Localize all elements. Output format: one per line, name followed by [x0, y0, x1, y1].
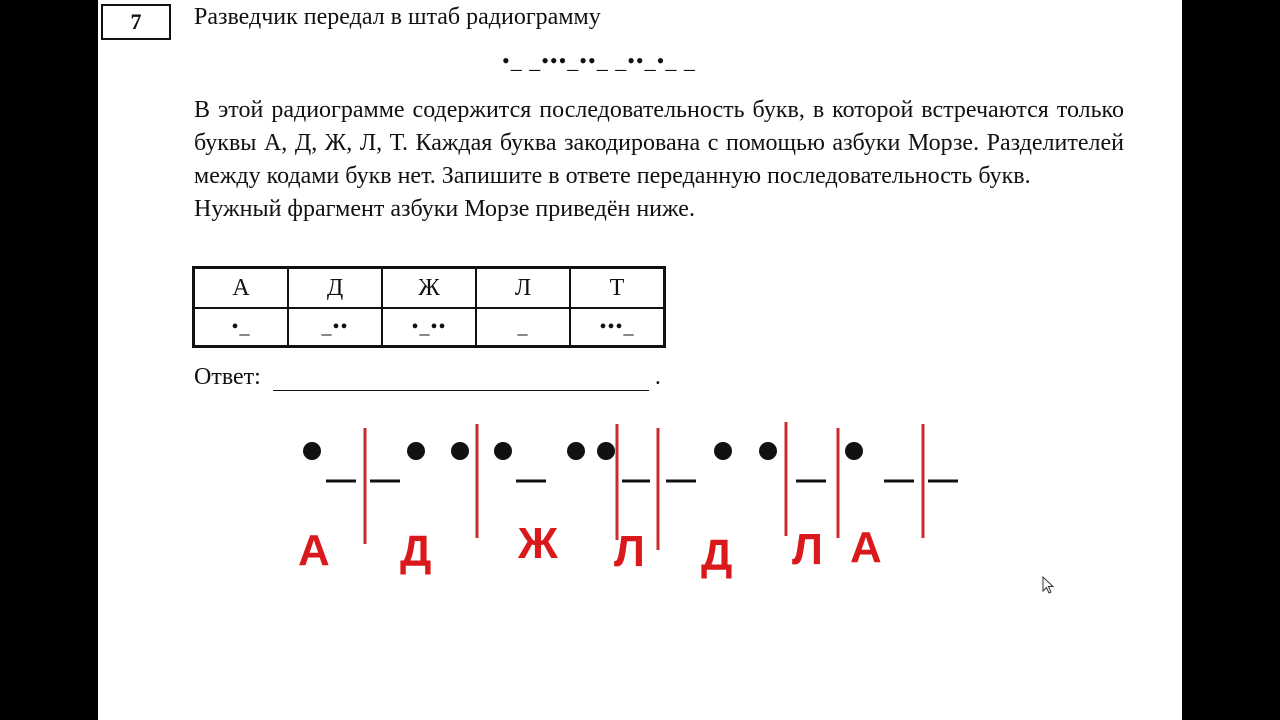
worksheet-page — [98, 0, 1182, 720]
morse-dot — [714, 442, 732, 460]
table-code: _ — [476, 308, 570, 347]
answer-period: . — [654, 364, 661, 390]
table-code: •••_ — [570, 308, 665, 347]
task-title: Разведчик передал в штаб радиограмму — [194, 4, 601, 30]
morse-dot — [759, 442, 777, 460]
morse-dot — [303, 442, 321, 460]
mouse-cursor-icon — [1042, 576, 1056, 596]
table-code: •_•• — [382, 308, 476, 347]
morse-dot — [451, 442, 469, 460]
table-letter: А — [194, 268, 289, 309]
task-paragraph: В этой радиограмме содержится последовательность букв, в которой встречаются только буквы А, Д, Ж, Л, Т. Каждая буква закодирована с помощью азбуки Морзе. Разделителей между кодами букв нет. Запишите в ответе переданную последовательность букв. — [194, 97, 1124, 189]
decoded-letter: Д — [701, 531, 733, 580]
table-letter: Д — [288, 268, 382, 309]
decoded-letter: Ж — [518, 519, 558, 568]
morse-dot — [567, 442, 585, 460]
table-letter: Л — [476, 268, 570, 309]
decoded-letter: Д — [400, 527, 432, 576]
table-letter: Ж — [382, 268, 476, 309]
morse-decoding-annotation — [98, 0, 1182, 720]
morse-dot — [494, 442, 512, 460]
decoded-letter: А — [850, 523, 882, 572]
morse-dot — [845, 442, 863, 460]
morse-dot — [407, 442, 425, 460]
answer-label: Ответ: — [194, 364, 261, 390]
table-code: •_ — [194, 308, 289, 347]
decoded-letter: А — [298, 526, 330, 575]
decoded-letter: Л — [792, 525, 823, 574]
morse-dot — [597, 442, 615, 460]
task-paragraph-note: Нужный фрагмент азбуки Морзе приведён ниже. — [194, 196, 695, 222]
table-code: _•• — [288, 308, 382, 347]
task-number: 7 — [101, 4, 171, 40]
radiogram-code: •_ _•••_••_ _••_•_ _ — [502, 48, 696, 73]
table-letter: Т — [570, 268, 665, 309]
decoded-letter: Л — [614, 527, 645, 576]
